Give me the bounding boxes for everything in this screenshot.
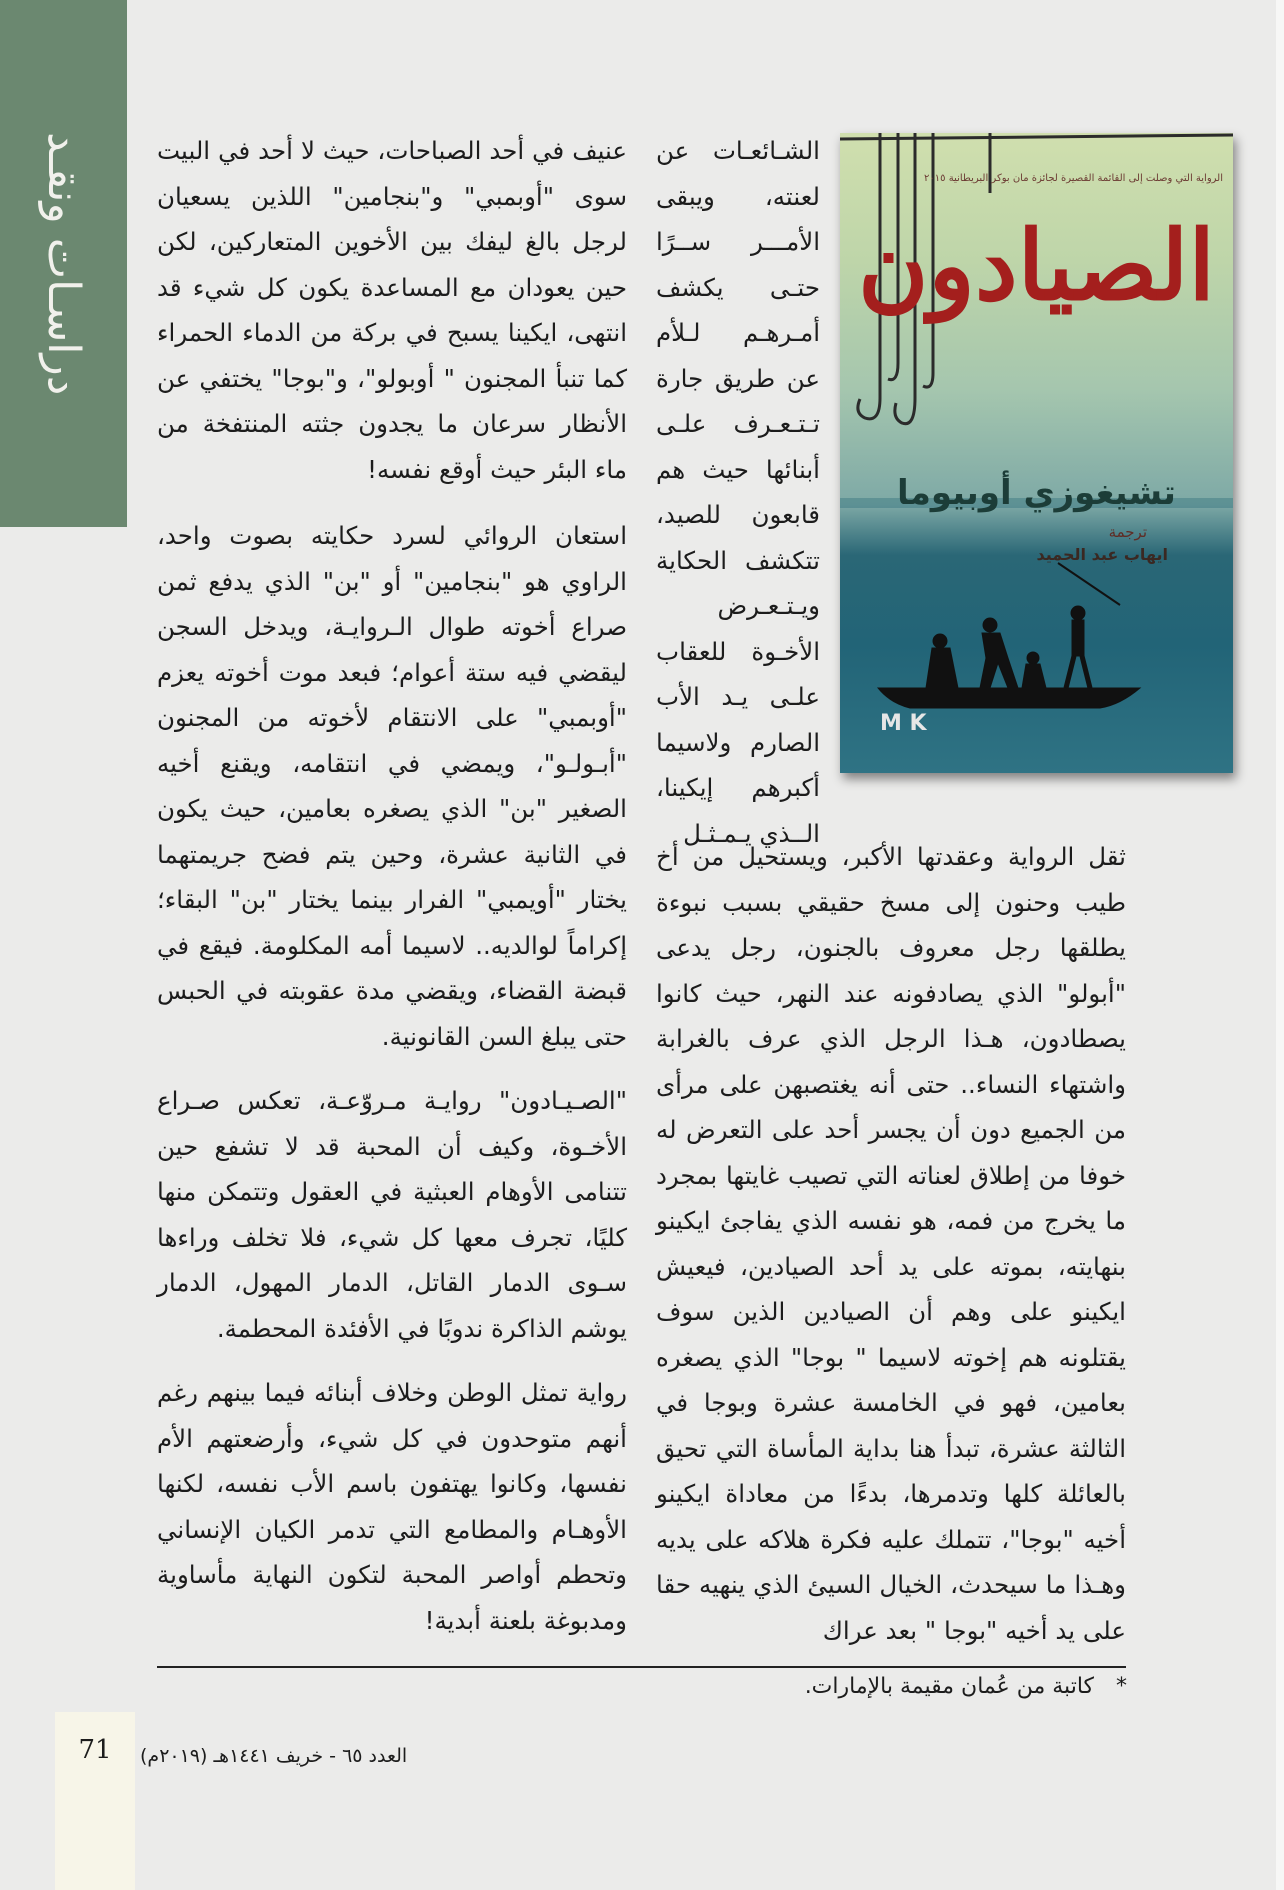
left-paragraph-2: استعان الروائي لسرد حكايته بصوت واحد، الراوي هو "بنجامين" أو "بن" الذي يدفع ثمن صراع أخوته طوال الـروايـة، ويدخل السجن ليقضي فيه ستة أعوام؛ فبعد موت أخوته يعزم "أوبمبي" على الانتقام لأخوته من المجنون "أبـولـو"، ويمضي في انتقامه، ويقنع أخيه الصغير "بن" الذي يصغره بعامين، حيث يكون في الثانية عشرة، وحين يتم فضح جريمتهما يختار "أويمبي" الفرار بينما يختار "بن" البقاء؛ إكراماً لوالديه.. لاسيما أمه المكلومة. فيقع في قبضة القضاء، ويقضي مدة عقوبته في الحبس حتى يبلغ السن القانونية. xyxy=(157,521,627,1051)
cover-translator: ايهاب عبد الحميد xyxy=(1036,545,1168,564)
right-column-below-image: ثقل الرواية وعقدتها الأكبر، ويستحيل من أخ طيب وحنون إلى مسخ حقيقي بسبب نبوءة يطلقها رجل معروف بالجنون، رجل يدعى "أبولو" الذي يصادفونه عند النهر، حيث كانوا يصطادون، هـذا الرجل الذي عرف بالغرابة واشتهاء النساء.. حتى أنه يغتصبهن على مرأى من الجميع دون أن يجسر أحد على التعرض له خوفا من إطلاق لعناته التي تصيب غايتها بمجرد ما يخرج من فمه، هو نفسه الذي يفاجئ ايكينو بنهايته، بموته على يد أحد الصيادين، فيعيش ايكينو على وهم أن الصيادين الذين سوف يقتلونه هم إخوته لاسيما " بوجا" الذي يصغره بعامين، فهو في الخامسة عشرة وبوجا في الثالثة عشرة، تبدأ هنا بداية المأساة التي تحيق بالعائلة كلها وتدمرها، بدءًا من معاداة ايكينو أخيه "بوجا"، تتملك عليه فكرة هلاكه على يديه وهـذا ما سيحدث، الخيال السيئ الذي ينهيه حقا على يد أخيه "بوجا " بعد عراك xyxy=(656,842,1126,1645)
book-cover-image xyxy=(840,133,1233,773)
footnote-text: كاتبة من عُمان مقيمة بالإمارات. xyxy=(804,1674,1094,1699)
section-tab-label: دراسـات ونقـد xyxy=(38,131,89,396)
cover-tagline: الرواية التي وصلت إلى القائمة القصيرة لجائزة مان بوكر البريطانية ٢٠١٥ xyxy=(924,173,1223,184)
right-column-beside-image: الشـائعـات عن لعنته، ويبقى الأمـــر ســرًا حتـى يكشف أمـرهـم لـلأم عن طريق جارة تـتـعـرف علـى أبنائها حيث هم قابعون للصيد، تتكشف الحكاية ويـتـعـرض الأخـوة للعقاب علـى يـد الأب الصارم ولاسيما أكبرهم إيكينا، الــذي يـمـثـل xyxy=(656,136,820,848)
page-edge xyxy=(1276,0,1284,1890)
page-number: 71 xyxy=(78,1735,112,1765)
left-paragraph-3: "الصـيـادون" روايـة مـروّعـة، تعكس صـراع الأخـوة، وكيف أن المحبة قد لا تشفع حين تتنامى الأوهام العبثية في العقول وتتمكن منها كليًا، تجرف معها كل شيء، فلا تخلف وراءها سـوى الدمار القاتل، الدمار المهول، الدمار يوشم الذاكرة ندوبًا في الأفئدة المحطمة. xyxy=(157,1086,627,1343)
cover-author: تشيغوزي أوبيوما xyxy=(897,473,1176,513)
footnote-marker: * xyxy=(1116,1674,1127,1699)
left-paragraph-1: عنيف في أحد الصباحات، حيث لا أحد في البيت سوى "أوبمبي" و"بنجامين" اللذين يسعيان لرجل بالغ ليفك بين الأخوين المتعاركين، لكن حين يعودان مع المساعدة يكون كل شيء قد انتهى، ايكينا يسبح في بركة من الدماء الحمراء كما تنبأ المجنون " أوبولو"، و"بوجا" يختفي عن الأنظار سرعان ما يجدون جثته المنتفخة من ماء البئر حيث أوقع نفسه! xyxy=(157,136,627,484)
left-paragraph-4: رواية تمثل الوطن وخلاف أبنائه فيما بينهم رغم أنهم متوحدون في كل شيء، وأرضعتهم الأم نفسها، وكانوا يهتفون باسم الأب نفسه، لكنها الأوهـام والمطامع التي تدمر الكيان الإنساني وتحطم أواصر المحبة لتكون النهاية مأساوية ومدبوغة بلعنة أبدية! xyxy=(157,1378,627,1635)
cover-translator-label: ترجمة xyxy=(1108,523,1147,541)
footnote-divider xyxy=(157,1666,1126,1668)
section-tab xyxy=(0,0,127,527)
cover-title: الصيادون xyxy=(858,209,1215,322)
issue-info: العدد ٦٥ - خريف ١٤٤١هـ (٢٠١٩م) xyxy=(140,1745,408,1767)
footnote xyxy=(805,1674,1127,1699)
publisher-logo-icon: M K xyxy=(880,711,927,736)
